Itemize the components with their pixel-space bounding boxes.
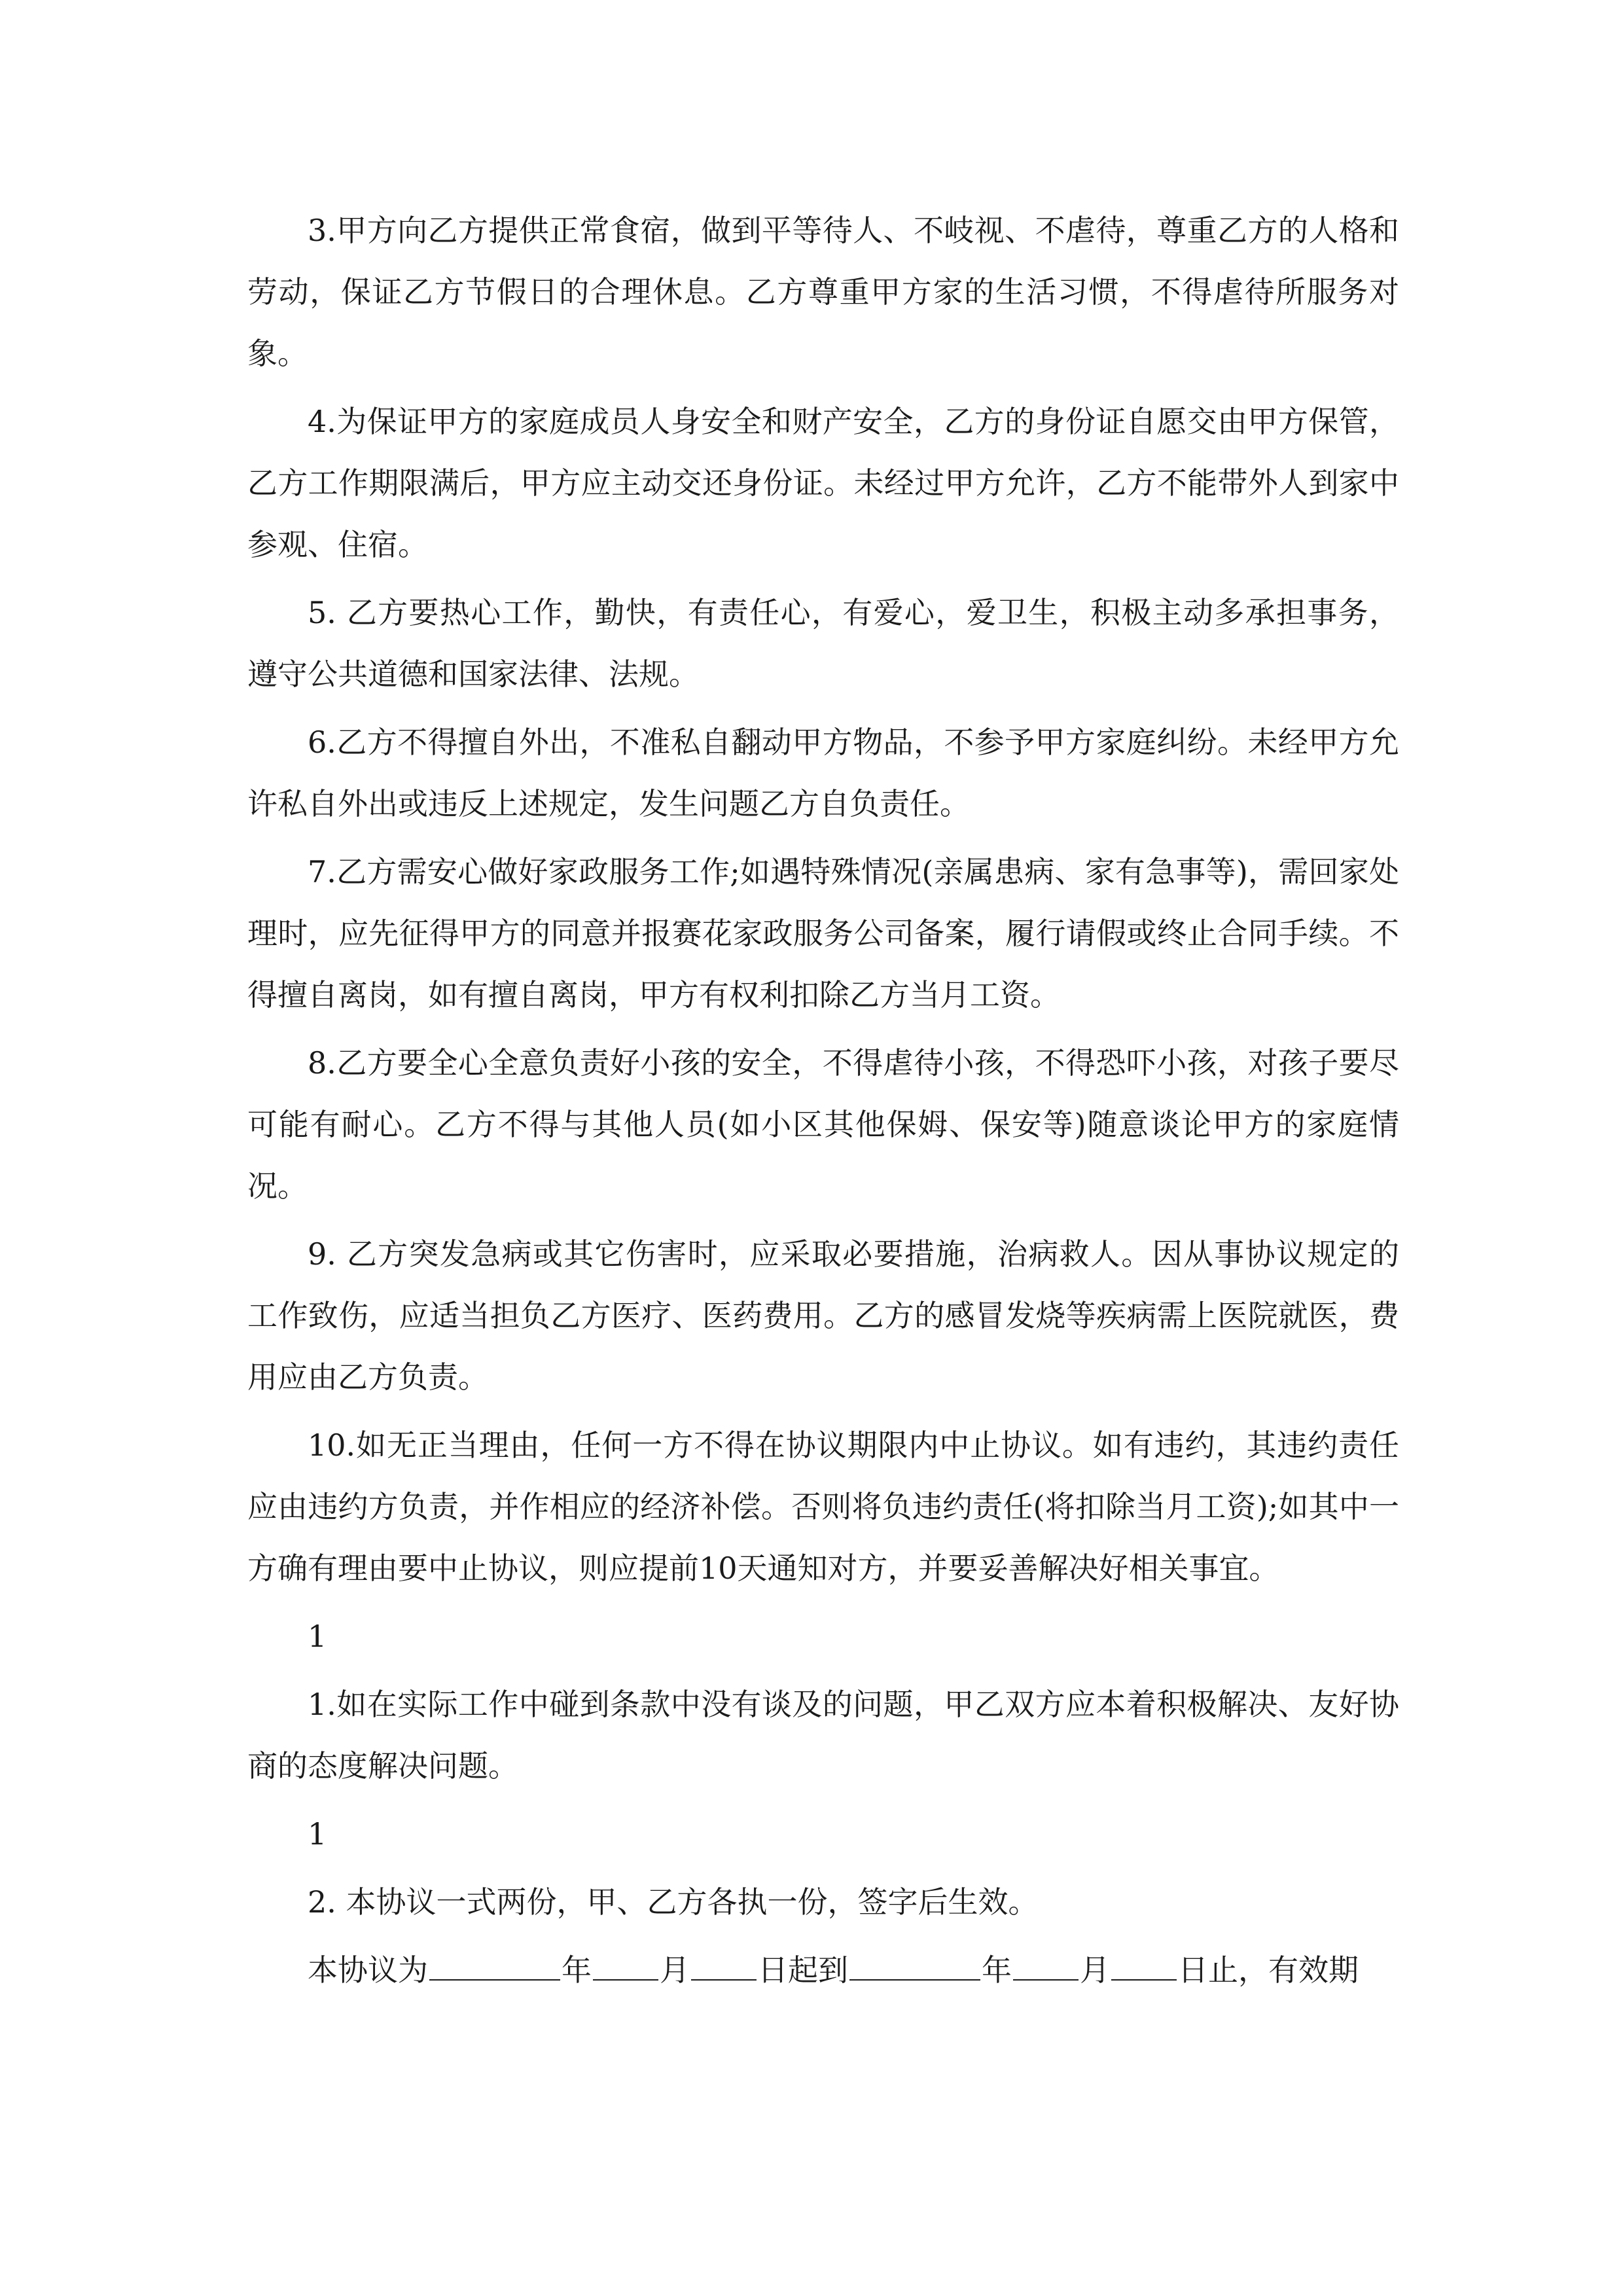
end-day-blank[interactable] bbox=[1111, 1949, 1177, 1981]
term-day-label: 日起到 bbox=[758, 1952, 848, 1988]
term-month-label: 月 bbox=[1080, 1952, 1110, 1988]
term-end-label: 日止，有效期 bbox=[1178, 1952, 1359, 1988]
start-month-blank[interactable] bbox=[593, 1949, 658, 1981]
term-prefix: 本协议为 bbox=[308, 1952, 428, 1988]
clause-5: 5. 乙方要热心工作，勤快，有责任心，有爱心，爱卫生，积极主动多承担事务，遵守公共道德和国家法律、法规。 bbox=[247, 595, 1399, 692]
clause-9: 9. 乙方突发急病或其它伤害时，应采取必要措施，治病救人。因从事协议规定的工作致伤，应适当担负乙方医疗、医药费用。乙方的感冒发烧等疾病需上医院就医，费用应由乙方负责。 bbox=[247, 1236, 1399, 1395]
clause-8: 8.乙方要全心全意负责好小孩的安全，不得虐待小孩，不得恐吓小孩，对孩子要尽可能有耐心。乙方不得与其他人员(如小区其他保姆、保安等)随意谈论甲方的家庭情况。 bbox=[247, 1045, 1399, 1204]
term-year-label: 年 bbox=[562, 1952, 592, 1988]
end-year-blank[interactable] bbox=[849, 1949, 980, 1981]
supplementary-clause-2: 2. 本协议一式两份，甲、乙方各执一份，签字后生效。 bbox=[308, 1884, 1039, 1920]
clause-3: 3.甲方向乙方提供正常食宿，做到平等待人、不岐视、不虐待，尊重乙方的人格和劳动，保证乙方节假日的合理休息。乙方尊重甲方家的生活习惯，不得虐待所服务对象。 bbox=[247, 213, 1399, 371]
supplementary-clause-1: 1.如在实际工作中碰到条款中没有谈及的问题，甲乙双方应本着积极解决、友好协商的态度解决问题。 bbox=[247, 1687, 1399, 1784]
clause-10: 10.如无正当理由，任何一方不得在协议期限内中止协议。如有违约，其违约责任应由违约方负责，并作相应的经济补偿。否则将负违约责任(将扣除当月工资);如其中一方确有理由要中止协议，则应提前10天通知对方，并要妥善解决好相关事宜。 bbox=[247, 1427, 1399, 1586]
clause-4: 4.为保证甲方的家庭成员人身安全和财产安全，乙方的身份证自愿交由甲方保管，乙方工作期限满后，甲方应主动交还身份证。未经过甲方允许，乙方不能带外人到家中参观、住宿。 bbox=[247, 404, 1399, 562]
clause-6: 6.乙方不得擅自外出，不准私自翻动甲方物品，不参予甲方家庭纠纷。未经甲方允许私自外出或违反上述规定，发生问题乙方自负责任。 bbox=[247, 725, 1399, 821]
term-month-label: 月 bbox=[660, 1952, 690, 1988]
term-year-label: 年 bbox=[982, 1952, 1012, 1988]
section-marker: 1 bbox=[308, 1619, 327, 1654]
end-month-blank[interactable] bbox=[1013, 1949, 1079, 1981]
document-body bbox=[247, 200, 1399, 2007]
section-marker: 1 bbox=[308, 1816, 327, 1852]
start-year-blank[interactable] bbox=[429, 1949, 560, 1981]
agreement-term-line bbox=[247, 1939, 1399, 2001]
clause-7: 7.乙方需安心做好家政服务工作;如遇特殊情况(亲属患病、家有急事等)，需回家处理时，应先征得甲方的同意并报赛花家政服务公司备案，履行请假或终止合同手续。不得擅自离岗，如有擅自离岗，甲方有权利扣除乙方当月工资。 bbox=[247, 854, 1399, 1013]
start-day-blank[interactable] bbox=[691, 1949, 757, 1981]
